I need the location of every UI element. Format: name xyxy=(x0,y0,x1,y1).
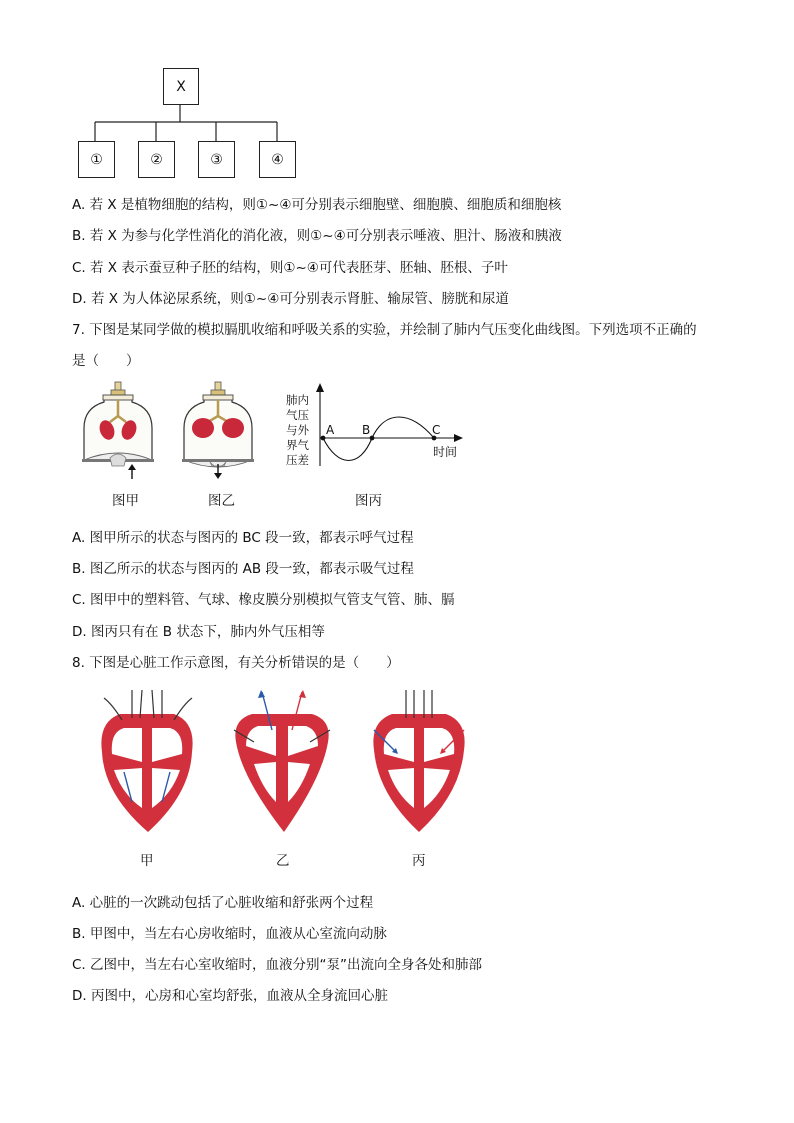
heart-label-yi: 乙 xyxy=(276,853,290,869)
graph-ylabel-4: 界气 xyxy=(286,438,309,452)
tree-child-label: ③ xyxy=(210,151,223,168)
bell-jar-yi xyxy=(180,380,256,480)
q8-option-a: A. 心脏的一次跳动包括了心脏收缩和舒张两个过程 xyxy=(72,895,374,911)
caption-bing: 图丙 xyxy=(355,493,382,509)
q8-stem: 8. 下图是心脏工作示意图，有关分析错误的是（ ） xyxy=(72,655,400,671)
graph-ylabel-1: 肺内 xyxy=(286,393,309,407)
tree-child-label: ① xyxy=(90,151,103,168)
bell-jar-jia xyxy=(80,380,156,480)
q8-option-b: B. 甲图中，当左右心房收缩时，血液从心室流向动脉 xyxy=(72,926,387,942)
graph-point-a xyxy=(321,436,326,441)
graph-label-b: B xyxy=(362,423,371,437)
heart-label-bing: 丙 xyxy=(412,853,426,869)
heart-yi xyxy=(224,690,340,840)
graph-ylabel-3: 与外 xyxy=(286,423,309,437)
q8-option-c: C. 乙图中，当左右心室收缩时，血液分别“泵”出流向全身各处和肺部 xyxy=(72,957,482,973)
q7-option-c: C. 图甲中的塑料管、气球、橡皮膜分别模拟气管支气管、肺、膈 xyxy=(72,592,455,608)
q6-option-a: A. 若 X 是植物细胞的结构，则①~④可分别表示细胞壁、细胞膜、细胞质和细胞核 xyxy=(72,197,562,213)
q7-stem-line1: 7. 下图是某同学做的模拟膈肌收缩和呼吸关系的实验，并绘制了肺内气压变化曲线图。下列选项不正确的 xyxy=(72,322,697,338)
tree-child-label: ② xyxy=(150,151,163,168)
heart-jia xyxy=(92,690,202,840)
tree-connectors xyxy=(0,0,794,180)
tree-child-box-2 xyxy=(138,141,175,178)
tree-root-label: X xyxy=(176,78,186,95)
tree-child-box-3 xyxy=(198,141,235,178)
graph-xlabel: 时间 xyxy=(433,445,458,459)
heart-label-jia: 甲 xyxy=(140,853,154,869)
caption-jia: 图甲 xyxy=(112,493,139,509)
q6-option-b: B. 若 X 为参与化学性消化的消化液，则①~④可分别表示唾液、胆汁、肠液和胰液 xyxy=(72,228,562,244)
heart-bing xyxy=(362,690,476,840)
q7-stem-line2: 是（ ） xyxy=(72,353,140,369)
tree-child-box-1 xyxy=(78,141,115,178)
q7-option-a: A. 图甲所示的状态与图丙的 BC 段一致，都表示呼气过程 xyxy=(72,530,414,546)
tree-child-label: ④ xyxy=(271,151,284,168)
q6-option-c: C. 若 X 表示蚕豆种子胚的结构，则①~④可代表胚芽、胚轴、胚根、子叶 xyxy=(72,260,508,276)
q6-option-d: D. 若 X 为人体泌尿系统，则①~④可分别表示肾脏、输尿管、膀胱和尿道 xyxy=(72,291,509,307)
graph-ylabel-2: 气压 xyxy=(286,408,309,422)
caption-yi: 图乙 xyxy=(208,493,235,509)
tree-child-box-4 xyxy=(259,141,296,178)
graph-label-a: A xyxy=(326,423,335,437)
graph-point-b xyxy=(370,436,375,441)
graph-label-c: C xyxy=(432,423,441,437)
q8-option-d: D. 丙图中，心房和心室均舒张，血液从全身流回心脏 xyxy=(72,988,388,1004)
graph-ylabel-5: 压差 xyxy=(286,453,309,467)
q7-option-d: D. 图丙只有在 B 状态下，肺内外气压相等 xyxy=(72,624,325,640)
q7-option-b: B. 图乙所示的状态与图丙的 AB 段一致，都表示吸气过程 xyxy=(72,561,414,577)
